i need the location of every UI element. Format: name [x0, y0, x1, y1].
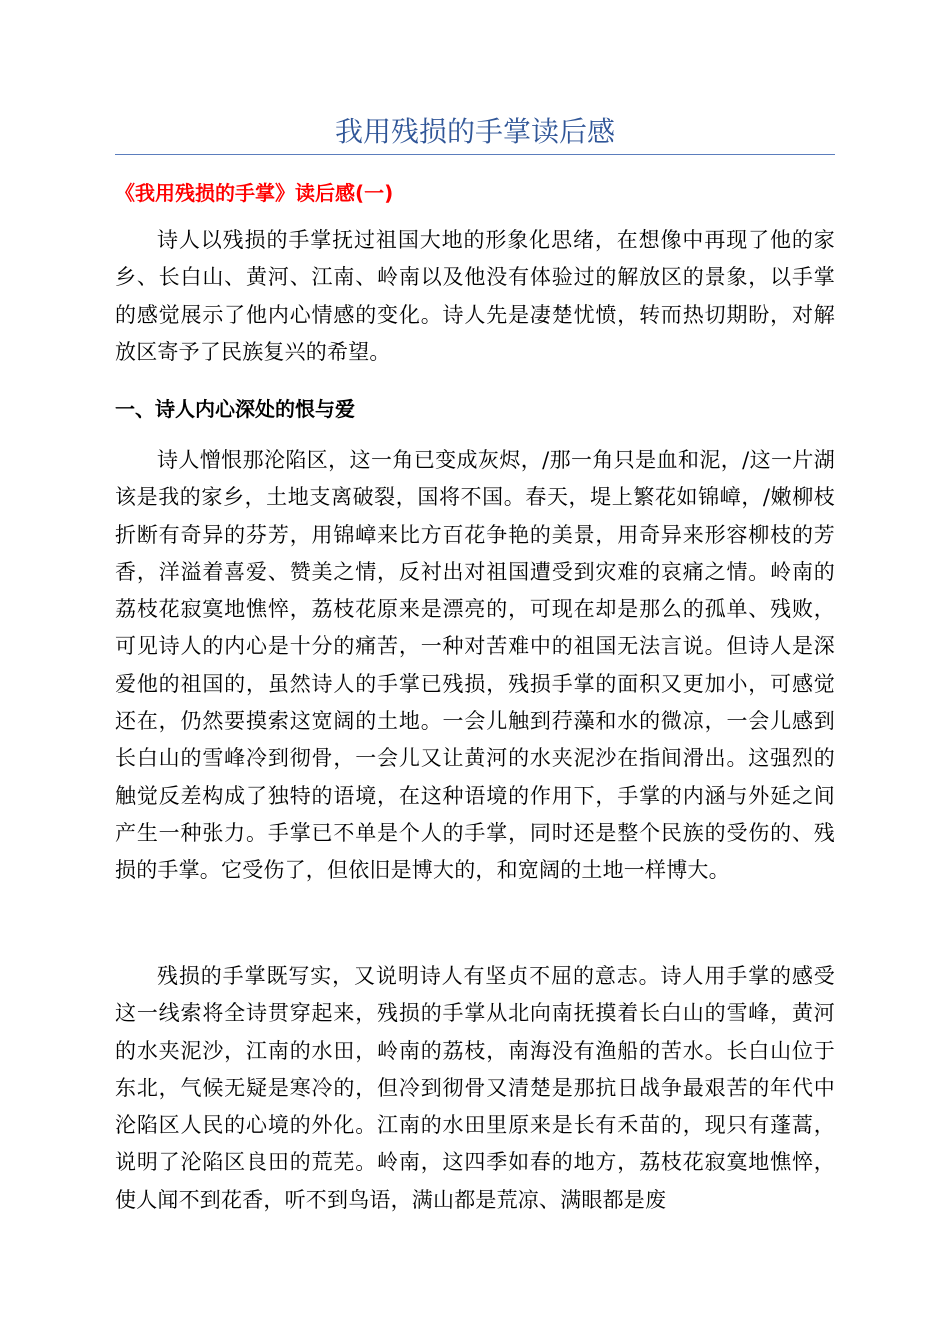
document-title: 我用残损的手掌读后感: [334, 115, 615, 148]
paragraph-hate-and-love: 诗人憎恨那沦陷区，这一角已变成灰烬，/那一角只是血和泥，/这一片湖该是我的家乡，土地支离破裂，国将不国。春天，堤上繁花如锦嶂，/嫩柳枝折断有奇异的芬芳，用锦嶂来比方百花争艳的美景，用奇异来形容柳枝的芳香，洋溢着喜爱、赞美之情，反衬出对祖国遭受到灾难的哀痛之情。岭南的荔枝花寂寞地憔悴，荔枝花原来是漂亮的，可现在却是那么的孤单、残败，可见诗人的内心是十分的痛苦，一种对苦难中的祖国无法言说。但诗人是深爱他的祖国的，虽然诗人的手掌已残损，残损手掌的面积又更加小，可感觉还在，仍然要摸索这宽阔的土地。一会儿触到荇藻和水的微凉，一会儿感到长白山的雪峰冷到彻骨，一会儿又让黄河的水夹泥沙在指间滑出。这强烈的触觉反差构成了独特的语境，在这种语境的作用下，手掌的内涵与外延之间产生一种张力。手掌已不单是个人的手掌，同时还是整个民族的受伤的、残损的手掌。它受伤了，但依旧是博大的，和宽阔的土地一样博大。: [115, 448, 835, 883]
section-heading: 《我用残损的手掌》读后感(一): [115, 181, 394, 205]
paragraph-damaged-palm: 残损的手掌既写实，又说明诗人有坚贞不屈的意志。诗人用手掌的感受这一线索将全诗贯穿起来，残损的手掌从北向南抚摸着长白山的雪峰，黄河的水夹泥沙，江南的水田，岭南的荔枝，南海没有渔船的苦水。长白山位于东北，气候无疑是寒冷的，但冷到彻骨又清楚是那抗日战争最艰苦的年代中沦陷区人民的心境的外化。江南的水田里原来是长有禾苗的，现只有蓬蒿，说明了沦陷区良田的荒芜。岭南，这四季如春的地方，荔枝花寂寞地憔悴，使人闻不到花香，听不到鸟语，满山都是荒凉、满眼都是废: [115, 964, 835, 1212]
title-underline-rule: [115, 154, 835, 155]
paragraph-intro: 诗人以残损的手掌抚过祖国大地的形象化思绪，在想像中再现了他的家乡、长白山、黄河、江南、岭南以及他没有体验过的解放区的景象，以手掌的感觉展示了他内心情感的变化。诗人先是凄楚忧愤，转而热切期盼，对解放区寄予了民族复兴的希望。: [115, 228, 835, 364]
sub-heading-hate-and-love: 一、诗人内心深处的恨与爱: [115, 397, 355, 421]
